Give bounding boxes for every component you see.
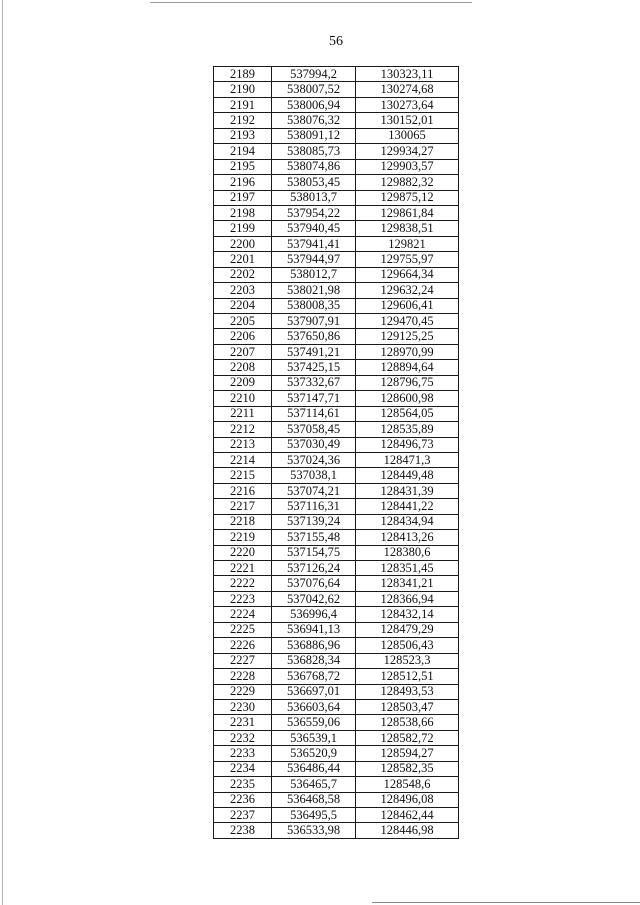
y-coordinate-cell: 128413,26	[356, 530, 459, 545]
table-row	[214, 638, 459, 653]
y-coordinate-cell: 129861,84	[356, 205, 459, 220]
table-row	[214, 360, 459, 375]
table-row	[214, 699, 459, 714]
point-number-cell: 2202	[214, 267, 272, 282]
table-row	[214, 591, 459, 606]
x-coordinate-cell: 537425,15	[272, 360, 356, 375]
point-number-cell: 2221	[214, 561, 272, 576]
y-coordinate-cell: 129821	[356, 236, 459, 251]
table-row	[214, 422, 459, 437]
table-row	[214, 746, 459, 761]
table-row	[214, 252, 459, 267]
y-coordinate-cell: 128341,21	[356, 576, 459, 591]
x-coordinate-cell: 538012,7	[272, 267, 356, 282]
point-number-cell: 2234	[214, 761, 272, 776]
x-coordinate-cell: 537038,1	[272, 468, 356, 483]
y-coordinate-cell: 129903,57	[356, 159, 459, 174]
y-coordinate-cell: 130273,64	[356, 97, 459, 112]
x-coordinate-cell: 537024,36	[272, 452, 356, 467]
point-number-cell: 2194	[214, 144, 272, 159]
point-number-cell: 2219	[214, 530, 272, 545]
table-row	[214, 190, 459, 205]
table-row	[214, 653, 459, 668]
y-coordinate-cell: 128431,39	[356, 483, 459, 498]
table-row	[214, 344, 459, 359]
table-row	[214, 391, 459, 406]
x-coordinate-cell: 537114,61	[272, 406, 356, 421]
table-row	[214, 205, 459, 220]
y-coordinate-cell: 130323,11	[356, 67, 459, 82]
table-row	[214, 128, 459, 143]
x-coordinate-cell: 536486,44	[272, 761, 356, 776]
point-number-cell: 2197	[214, 190, 272, 205]
y-coordinate-cell: 128496,73	[356, 437, 459, 452]
point-number-cell: 2228	[214, 669, 272, 684]
point-number-cell: 2211	[214, 406, 272, 421]
x-coordinate-cell: 537491,21	[272, 344, 356, 359]
point-number-cell: 2207	[214, 344, 272, 359]
table-row	[214, 314, 459, 329]
x-coordinate-cell: 538074,86	[272, 159, 356, 174]
x-coordinate-cell: 537058,45	[272, 422, 356, 437]
point-number-cell: 2209	[214, 375, 272, 390]
point-number-cell: 2192	[214, 113, 272, 128]
x-coordinate-cell: 536533,98	[272, 823, 356, 838]
point-number-cell: 2198	[214, 205, 272, 220]
table-row	[214, 375, 459, 390]
y-coordinate-cell: 129606,41	[356, 298, 459, 313]
table-row	[214, 468, 459, 483]
y-coordinate-cell: 128471,3	[356, 452, 459, 467]
x-coordinate-cell: 537940,45	[272, 221, 356, 236]
table-row	[214, 452, 459, 467]
y-coordinate-cell: 130065	[356, 128, 459, 143]
x-coordinate-cell: 537994,2	[272, 67, 356, 82]
point-number-cell: 2226	[214, 638, 272, 653]
coordinates-table	[213, 66, 459, 839]
x-coordinate-cell: 536468,58	[272, 792, 356, 807]
point-number-cell: 2229	[214, 684, 272, 699]
point-number-cell: 2193	[214, 128, 272, 143]
y-coordinate-cell: 128493,53	[356, 684, 459, 699]
table-row	[214, 298, 459, 313]
scan-edge-top	[150, 2, 472, 3]
point-number-cell: 2215	[214, 468, 272, 483]
x-coordinate-cell: 536520,9	[272, 746, 356, 761]
x-coordinate-cell: 537147,71	[272, 391, 356, 406]
y-coordinate-cell: 129838,51	[356, 221, 459, 236]
y-coordinate-cell: 128351,45	[356, 561, 459, 576]
x-coordinate-cell: 536603,64	[272, 699, 356, 714]
y-coordinate-cell: 128535,89	[356, 422, 459, 437]
table-row	[214, 236, 459, 251]
y-coordinate-cell: 128503,47	[356, 699, 459, 714]
x-coordinate-cell: 537116,31	[272, 499, 356, 514]
point-number-cell: 2225	[214, 622, 272, 637]
y-coordinate-cell: 128380,6	[356, 545, 459, 560]
y-coordinate-cell: 128496,08	[356, 792, 459, 807]
x-coordinate-cell: 538091,12	[272, 128, 356, 143]
table-row	[214, 483, 459, 498]
y-coordinate-cell: 129632,24	[356, 283, 459, 298]
y-coordinate-cell: 128432,14	[356, 607, 459, 622]
point-number-cell: 2199	[214, 221, 272, 236]
y-coordinate-cell: 130152,01	[356, 113, 459, 128]
x-coordinate-cell: 536828,34	[272, 653, 356, 668]
point-number-cell: 2214	[214, 452, 272, 467]
y-coordinate-cell: 128512,51	[356, 669, 459, 684]
x-coordinate-cell: 537139,24	[272, 514, 356, 529]
point-number-cell: 2227	[214, 653, 272, 668]
x-coordinate-cell: 538076,32	[272, 113, 356, 128]
table-row	[214, 267, 459, 282]
x-coordinate-cell: 537650,86	[272, 329, 356, 344]
table-row	[214, 406, 459, 421]
x-coordinate-cell: 538007,52	[272, 82, 356, 97]
point-number-cell: 2213	[214, 437, 272, 452]
point-number-cell: 2201	[214, 252, 272, 267]
table-row	[214, 792, 459, 807]
point-number-cell: 2212	[214, 422, 272, 437]
y-coordinate-cell: 128523,3	[356, 653, 459, 668]
y-coordinate-cell: 128506,43	[356, 638, 459, 653]
y-coordinate-cell: 129664,34	[356, 267, 459, 282]
point-number-cell: 2196	[214, 175, 272, 190]
point-number-cell: 2203	[214, 283, 272, 298]
y-coordinate-cell: 128446,98	[356, 823, 459, 838]
point-number-cell: 2190	[214, 82, 272, 97]
y-coordinate-cell: 129755,97	[356, 252, 459, 267]
x-coordinate-cell: 537332,67	[272, 375, 356, 390]
table-row	[214, 175, 459, 190]
x-coordinate-cell: 536886,96	[272, 638, 356, 653]
point-number-cell: 2230	[214, 699, 272, 714]
point-number-cell: 2220	[214, 545, 272, 560]
x-coordinate-cell: 537076,64	[272, 576, 356, 591]
y-coordinate-cell: 128548,6	[356, 777, 459, 792]
point-number-cell: 2216	[214, 483, 272, 498]
x-coordinate-cell: 537907,91	[272, 314, 356, 329]
point-number-cell: 2237	[214, 808, 272, 823]
x-coordinate-cell: 538021,98	[272, 283, 356, 298]
x-coordinate-cell: 537042,62	[272, 591, 356, 606]
x-coordinate-cell: 536697,01	[272, 684, 356, 699]
x-coordinate-cell: 537954,22	[272, 205, 356, 220]
point-number-cell: 2200	[214, 236, 272, 251]
scan-edge-bottom	[372, 902, 640, 903]
y-coordinate-cell: 130274,68	[356, 82, 459, 97]
coordinates-table-body	[214, 67, 459, 839]
point-number-cell: 2205	[214, 314, 272, 329]
point-number-cell: 2206	[214, 329, 272, 344]
y-coordinate-cell: 128449,48	[356, 468, 459, 483]
y-coordinate-cell: 129470,45	[356, 314, 459, 329]
point-number-cell: 2232	[214, 730, 272, 745]
x-coordinate-cell: 536539,1	[272, 730, 356, 745]
x-coordinate-cell: 536768,72	[272, 669, 356, 684]
table-row	[214, 514, 459, 529]
y-coordinate-cell: 129875,12	[356, 190, 459, 205]
table-row	[214, 622, 459, 637]
point-number-cell: 2222	[214, 576, 272, 591]
y-coordinate-cell: 128538,66	[356, 715, 459, 730]
y-coordinate-cell: 128894,64	[356, 360, 459, 375]
x-coordinate-cell: 536559,06	[272, 715, 356, 730]
point-number-cell: 2210	[214, 391, 272, 406]
table-row	[214, 561, 459, 576]
x-coordinate-cell: 537155,48	[272, 530, 356, 545]
table-row	[214, 823, 459, 838]
x-coordinate-cell: 538006,94	[272, 97, 356, 112]
point-number-cell: 2191	[214, 97, 272, 112]
point-number-cell: 2195	[214, 159, 272, 174]
x-coordinate-cell: 538008,35	[272, 298, 356, 313]
point-number-cell: 2204	[214, 298, 272, 313]
y-coordinate-cell: 128582,35	[356, 761, 459, 776]
point-number-cell: 2217	[214, 499, 272, 514]
x-coordinate-cell: 537154,75	[272, 545, 356, 560]
table-row	[214, 715, 459, 730]
table-row	[214, 530, 459, 545]
y-coordinate-cell: 129882,32	[356, 175, 459, 190]
table-row	[214, 684, 459, 699]
table-row	[214, 144, 459, 159]
x-coordinate-cell: 537030,49	[272, 437, 356, 452]
point-number-cell: 2208	[214, 360, 272, 375]
y-coordinate-cell: 128441,22	[356, 499, 459, 514]
table-row	[214, 761, 459, 776]
table-row	[214, 67, 459, 82]
table-row	[214, 159, 459, 174]
table-row	[214, 97, 459, 112]
point-number-cell: 2218	[214, 514, 272, 529]
y-coordinate-cell: 128366,94	[356, 591, 459, 606]
table-row	[214, 777, 459, 792]
point-number-cell: 2233	[214, 746, 272, 761]
point-number-cell: 2238	[214, 823, 272, 838]
y-coordinate-cell: 129125,25	[356, 329, 459, 344]
point-number-cell: 2235	[214, 777, 272, 792]
point-number-cell: 2236	[214, 792, 272, 807]
y-coordinate-cell: 128564,05	[356, 406, 459, 421]
table-row	[214, 499, 459, 514]
x-coordinate-cell: 537074,21	[272, 483, 356, 498]
x-coordinate-cell: 536465,7	[272, 777, 356, 792]
page-number: 56	[329, 34, 343, 49]
y-coordinate-cell: 128479,29	[356, 622, 459, 637]
x-coordinate-cell: 536941,13	[272, 622, 356, 637]
y-coordinate-cell: 128796,75	[356, 375, 459, 390]
y-coordinate-cell: 128600,98	[356, 391, 459, 406]
x-coordinate-cell: 536495,5	[272, 808, 356, 823]
point-number-cell: 2223	[214, 591, 272, 606]
x-coordinate-cell: 536996,4	[272, 607, 356, 622]
table-row	[214, 329, 459, 344]
y-coordinate-cell: 129934,27	[356, 144, 459, 159]
table-row	[214, 82, 459, 97]
y-coordinate-cell: 128462,44	[356, 808, 459, 823]
table-row	[214, 669, 459, 684]
table-row	[214, 113, 459, 128]
x-coordinate-cell: 537944,97	[272, 252, 356, 267]
y-coordinate-cell: 128594,27	[356, 746, 459, 761]
table-row	[214, 283, 459, 298]
table-row	[214, 545, 459, 560]
y-coordinate-cell: 128434,94	[356, 514, 459, 529]
x-coordinate-cell: 537941,41	[272, 236, 356, 251]
point-number-cell: 2224	[214, 607, 272, 622]
table-row	[214, 607, 459, 622]
x-coordinate-cell: 537126,24	[272, 561, 356, 576]
table-row	[214, 576, 459, 591]
table-row	[214, 221, 459, 236]
x-coordinate-cell: 538053,45	[272, 175, 356, 190]
table-row	[214, 730, 459, 745]
y-coordinate-cell: 128970,99	[356, 344, 459, 359]
point-number-cell: 2231	[214, 715, 272, 730]
table-row	[214, 437, 459, 452]
x-coordinate-cell: 538013,7	[272, 190, 356, 205]
point-number-cell: 2189	[214, 67, 272, 82]
scan-edge-left	[2, 0, 3, 905]
x-coordinate-cell: 538085,73	[272, 144, 356, 159]
table-row	[214, 808, 459, 823]
y-coordinate-cell: 128582,72	[356, 730, 459, 745]
